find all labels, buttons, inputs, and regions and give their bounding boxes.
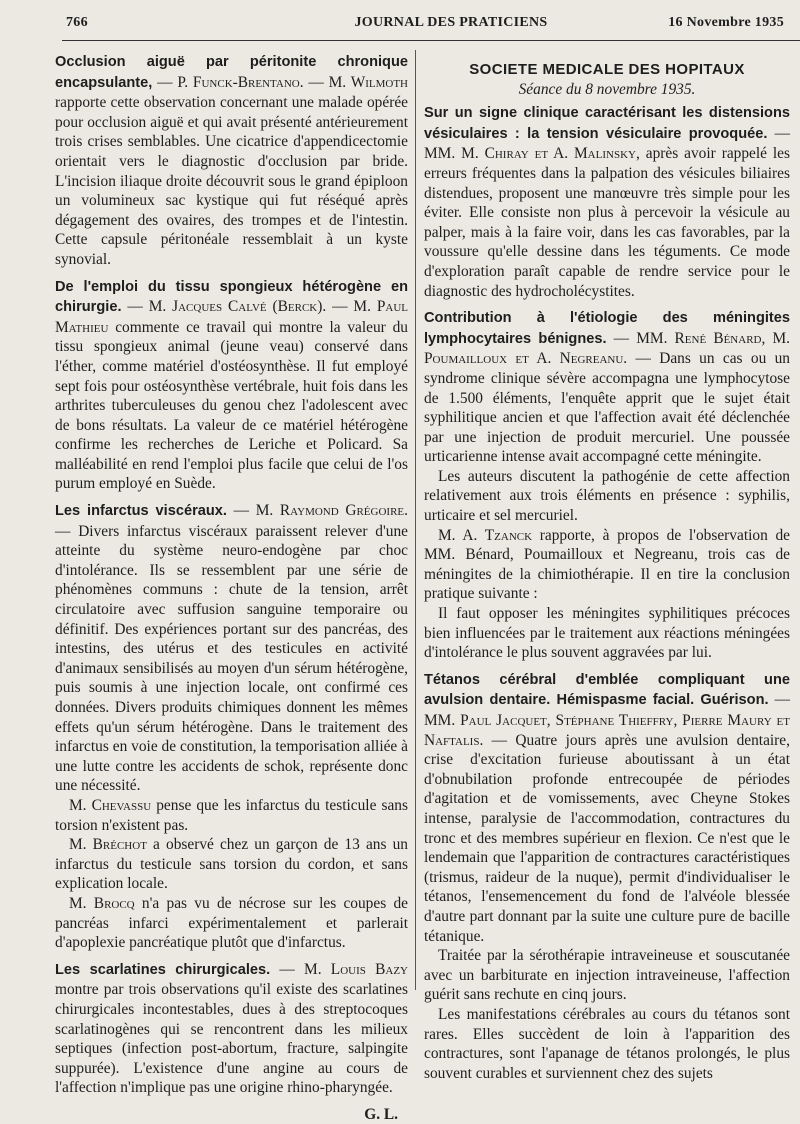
article-body: montre par trois observations qu'il existe des scarlatines chirurgicales incontestables, dues à des streptocoques scarlatinogènes qui se rencontrent dans les milieux septiques (infection post-abortum, fracture, salpingite suppurée). L'existence d'une angine au cours de l'affection n'implique pas une origine rhino-pharyngée. [55,981,408,1097]
left-column [55,52,408,1124]
article-body: commente ce travail qui montre la valeur du tissu spongieux animal (jeune veau) conservé dans l'éther, comme matériel d'ostéosynthèse. Il fut employé sept fois pour ostéosynthèse vertébrale, huit fois dans les arthrites tuberculeuses du genou chez l'adolescent avec de bons résultats. La valeur de ce matériel hétérogène confirme les recherches de Leriche et Policard. Sa malléabilité en rend l'emploi plus facile que celui de l'os purum employé en Suède. [55,318,408,493]
article-tetanos [424,670,790,1083]
article-occlusion [55,52,408,270]
paragraph-text: pense que les infarctus du testicule sans torsion n'existent pas. [55,796,408,834]
paragraph-text: n'a pas vu de nécrose sur les coupes de pancréas infarci expérimentalement et parlerait d'apoplexie pancréatique plutôt que d'infarctus. [55,894,408,952]
article-authors: — M. Jacques Calvé (Berck). — M. Paul Mathieu [55,298,408,336]
article-meningites [424,308,790,663]
speaker-name: M. Bréchot [69,836,147,854]
article-infarctus [55,501,408,953]
article-title: Les scarlatines chirurgicales. [55,961,271,978]
paragraph-text: Traitée par la sérothérapie intraveineuse et souscutanée avec un barbiturate en injection intraveineuse, l'affection guérit sans rechute en cinq jours. [424,947,790,1004]
article-body: — Divers infarctus viscéraux paraissent relever d'une atteinte du système neuro-endogène par choc d'intolérance. Ils se ressemblent par une série de phénomènes communs : chute de la tension, arrêt circulatoire avec suffusion sanguine temporaire ou définitif. Des expériences portant sur des pancréas, des intestins, des utérus et des testicules en activité d'animaux sensibilisés au moyen d'un sérum hétérogène, puis soumis à une injection locale, ont confirmé ces données. Divers produits chimiques donnent les mêmes effets qu'un sérum hétérogène. Dans le traitement des infarctus en voie de constitution, la temporisation alliée à une lutte contre les accidents de schok, représente donc une nécessité. [55,522,408,795]
article-title: Contribution à l'étiologie des méningites lymphocytaires bénignes. [424,310,790,347]
article-body: après avoir rappelé les erreurs fréquentes dans la palpation des vésicules biliaires distendues, proposent une manœuvre très simple pour les éviter. Elle consiste non plus à percevoir la vésicule au palper, mais à la faire voir, dans les cas favorables, par la voussure qu'elle dessine dans les téguments. Ce mode d'exploration paraît capable de rendre service pour le diagnostic des hydrocholécystites. [424,145,790,300]
right-column [424,52,790,1090]
header-rule [62,40,800,41]
article-title: Sur un signe clinique caractérisant les distensions vésiculaires : la tension vésiculaire provoquée. [424,105,790,142]
issue-date: 16 Novembre 1935 [668,15,784,30]
journal-title: JOURNAL DES PRATICIENS [354,15,548,30]
article-tissu-spongieux [55,277,408,495]
article-body: rapporte cette observation concernant une malade opérée pour occlusion aiguë et qui avait présenté antérieurement trois crises semblables. Une cicatrice d'appendicectomie orientait vers le diagnostic d'occlusion par bride. L'incision iliaque droite découvrit sous le grand épiploon un volumineux sac kystique qui fut réséqué après dégagement des ovaires, des trompes et de l'intestin. Cette capsule péritonéale ressemblait à un kyste synovial. [55,94,408,268]
article-title: Tétanos cérébral d'emblée compliquant une avulsion dentaire. Hémispasme facial. Guérison. [424,671,790,709]
speaker-name: M. Brocq [69,894,135,912]
article-authors: — MM. René Bénard, M. Poumailloux et A. Negreanu. [424,329,790,368]
article-authors: — P. Funck-Brentano. — M. Wilmoth [157,73,408,91]
article-authors: — M. Louis Bazy [279,960,408,978]
society-title: SOCIETE MEDICALE DES HOPITAUX [469,61,745,78]
paragraph-text: Il faut opposer les méningites syphilitiques précoces bien influencées par le traitement aux réactions méningées d'intolérance le plus souvent aggravées par lui. [424,605,790,662]
paragraph-text: Les manifestations cérébrales au cours du tétanos sont rares. Elles succèdent de loin à l'apparition des contractures, sont l'apanage de tétanos prolongés, le plus souvent curables et surviennent chez des sujets [424,1005,790,1082]
paragraph-text: a observé chez un garçon de 13 ans un infarctus du testicule sans torsion du cordon, et sans explication locale. [55,836,408,893]
article-authors: — MM. Paul Jacquet, Stéphane Thieffry, Pierre Maury et Naftalis. [424,691,790,749]
article-title: Occlusion aiguë par péritonite chronique encapsulante, [55,54,408,91]
session-date: Séance du 8 novembre 1935. [518,80,696,98]
article-body: — Dans un cas ou un syndrome clinique sévère accompagna une lymphocytose de 1.500 éléments, l'enquête apprit que le sujet était syphilitique ancien et que l'affection avait été déclenchée par une injection de produit mercuriel. Une poussée urticarienne intense avait accompagné cette méningite. [424,350,790,466]
article-authors: — MM. M. Chiray et A. Malinsky, [424,124,790,163]
article-tension-vesiculaire [424,103,790,301]
speaker-name: M. A. Tzanck [438,526,533,544]
paragraph-text: Les auteurs discutent la pathogénie de cette affection relativement aux trois éléments en présence : syphilis, urticaire et sel mercuriel. [424,467,790,525]
article-title: De l'emploi du tissu spongieux hétérogène en chirurgie. [55,278,408,316]
page-number: 766 [66,15,88,30]
running-header [62,15,800,39]
column-divider [415,50,416,990]
speaker-name: M. Chevassu [69,796,152,814]
paragraph-text: rapporte, à propos de l'observation de MM. Bénard, Poumailloux et Negreanu, trois cas de méningites de la chimiothérapie. Il en tire la conclusion pratique suivante : [424,526,790,603]
signature: G. L. [364,1105,398,1123]
article-authors: — M. Raymond Grégoire. [233,502,408,520]
article-body: — Quatre jours après une avulsion dentaire, crise d'excitation furieuse aboutissant à un état d'obnubilation profonde entrecoupée de périodes d'agitation et de vomissements, avec Cheyne Stokes intense, paralysie de l'accommodation, contractures du tronc et des membres supérieur en flexion. Ce n'est que le lendemain que l'apparition de contractures caractéristiques (trismus, raideur de la nuque), permit d'individualiser le tétanos, l'ensemencement du fond de l'alvéole blessée d'autre part donnant par la suite une culture pure de bacille tétanique. [424,731,790,945]
article-title: Les infarctus viscéraux. [55,503,227,520]
article-scarlatines [55,960,408,1098]
